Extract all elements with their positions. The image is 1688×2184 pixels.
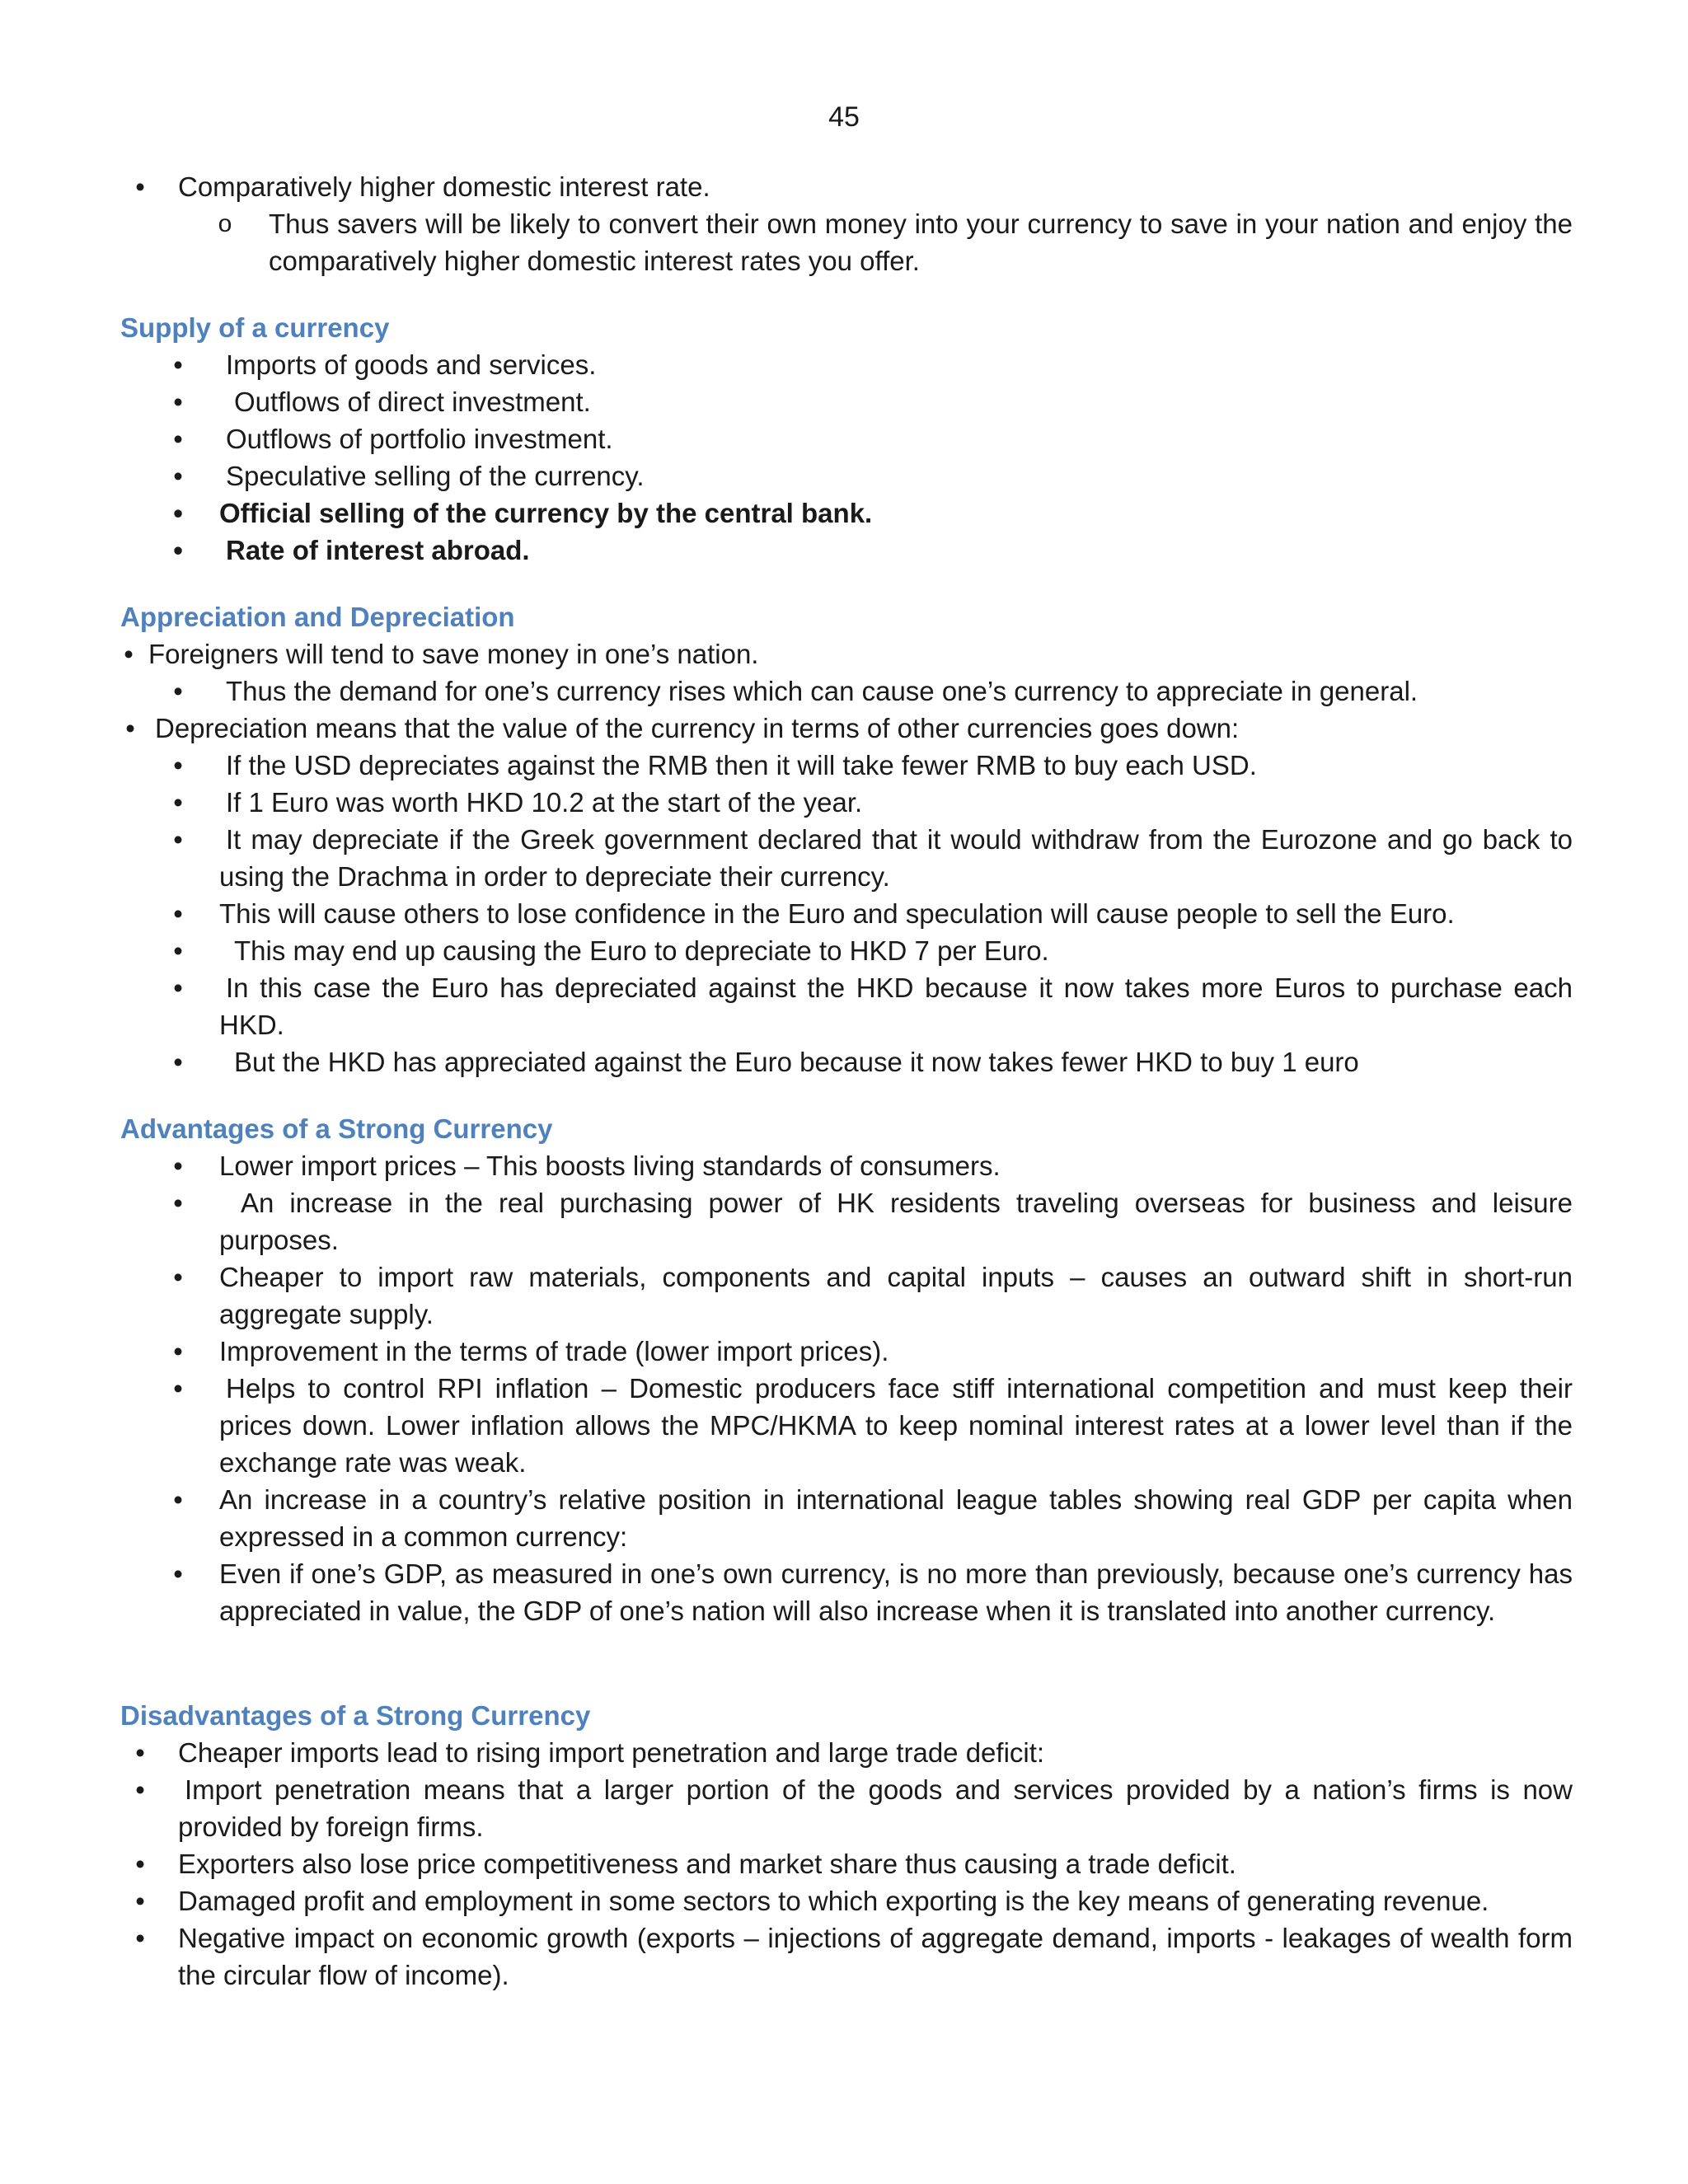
spacer	[120, 1080, 1573, 1110]
bullet-icon: •	[125, 713, 135, 743]
list-item	[120, 821, 1573, 895]
bullet-icon: •	[173, 461, 183, 491]
bullet-icon: •	[173, 1188, 183, 1218]
list-item	[120, 532, 1573, 569]
list-item	[120, 1882, 1573, 1919]
bullet-icon: •	[173, 387, 183, 417]
list-item-text: Negative impact on economic growth (exports – injections of aggregate demand, imports - leakages of wealth form the circular flow of income).	[178, 1923, 1573, 1990]
list-item-text: Rate of interest abroad.	[226, 535, 530, 565]
list-item	[120, 168, 1573, 205]
list-item	[120, 420, 1573, 457]
bullet-icon: •	[135, 1886, 145, 1916]
bullet-icon: •	[135, 1849, 145, 1879]
intro-list	[120, 168, 1573, 279]
bullet-icon: •	[173, 787, 183, 818]
disadvantages-list	[120, 1734, 1573, 1994]
bullet-icon: •	[173, 1262, 183, 1292]
list-item	[120, 932, 1573, 969]
bullet-icon: •	[173, 750, 183, 780]
list-item	[120, 1333, 1573, 1370]
list-item-text: If the USD depreciates against the RMB then it will take fewer RMB to buy each USD.	[226, 750, 1257, 780]
list-item	[120, 1555, 1573, 1629]
list-item	[120, 1258, 1573, 1333]
list-item	[120, 1771, 1573, 1845]
bullet-icon: •	[135, 1737, 145, 1768]
list-item-text: An increase in the real purchasing power of HK residents traveling overseas for business and leisure purposes.	[219, 1188, 1573, 1255]
list-item-text: Thus savers will be likely to convert their own money into your currency to save in your nation and enjoy the comparatively higher domestic interest rates you offer.	[269, 209, 1573, 276]
section-heading-supply: Supply of a currency	[120, 312, 390, 343]
bullet-icon: •	[173, 1373, 183, 1404]
list-item	[120, 494, 1573, 532]
bullet-icon: •	[173, 935, 183, 966]
bullet-icon: •	[135, 1774, 145, 1805]
list-item-text: Lower import prices – This boosts living standards of consumers.	[219, 1151, 1001, 1181]
list-item-text: Damaged profit and employment in some sectors to which exporting is the key means of generating revenue.	[178, 1886, 1489, 1916]
spacer	[120, 569, 1573, 598]
spacer	[120, 1629, 1573, 1697]
list-item-text: Import penetration means that a larger portion of the goods and services provided by a nation’s firms is now provided by foreign firms.	[178, 1774, 1573, 1842]
list-item-text: Outflows of direct investment.	[234, 387, 591, 417]
bullet-icon: •	[135, 1923, 145, 1953]
list-item-text: Speculative selling of the currency.	[226, 461, 645, 491]
circle-bullet-icon: o	[218, 210, 232, 237]
list-item	[120, 1481, 1573, 1555]
list-item-text: An increase in a country’s relative position in international league tables showing real GDP per capita when expressed in a common currency:	[219, 1484, 1573, 1552]
list-item-text: It may depreciate if the Greek government declared that it would withdraw from the Eurozone and go back to using the Drachma in order to depreciate their currency.	[219, 824, 1573, 892]
list-item	[120, 1370, 1573, 1481]
list-item-text: Improvement in the terms of trade (lower import prices).	[219, 1336, 889, 1366]
bullet-icon: •	[173, 498, 183, 528]
list-item-text: Official selling of the currency by the central bank.	[219, 498, 873, 528]
list-item	[120, 1845, 1573, 1882]
bullet-icon: •	[173, 1151, 183, 1181]
list-item	[120, 1919, 1573, 1994]
list-item-text: Helps to control RPI inflation – Domestic producers face stiff international competition and must keep their prices down. Lower inflation allows the MPC/HKMA to keep nominal interest rates at a lower level than if the exchange rate was weak.	[219, 1373, 1573, 1478]
list-item-text: In this case the Euro has depreciated against the HKD because it now takes more Euros to purchase each HKD.	[219, 972, 1573, 1040]
list-item-text: Outflows of portfolio investment.	[226, 424, 613, 454]
bullet-icon: •	[173, 1558, 183, 1589]
bullet-icon: •	[124, 639, 134, 669]
list-item-text: This may end up causing the Euro to depreciate to HKD 7 per Euro.	[234, 935, 1049, 966]
list-item	[120, 205, 1573, 279]
list-item	[120, 457, 1573, 494]
list-item-text: If 1 Euro was worth HKD 10.2 at the start of the year.	[226, 787, 863, 818]
list-item	[120, 747, 1573, 784]
list-item	[120, 895, 1573, 932]
bullet-icon: •	[173, 1047, 183, 1077]
bullet-icon: •	[173, 424, 183, 454]
list-item	[120, 969, 1573, 1043]
list-item-text: Depreciation means that the value of the currency in terms of other currencies goes down:	[155, 713, 1240, 743]
bullet-icon: •	[173, 1484, 183, 1515]
bullet-icon: •	[173, 824, 183, 855]
list-item	[120, 346, 1573, 383]
list-item	[120, 1184, 1573, 1258]
list-item	[120, 383, 1573, 420]
list-item-text: Exporters also lose price competitiveness and market share thus causing a trade deficit.	[178, 1849, 1236, 1879]
list-item-text: Cheaper imports lead to rising import penetration and large trade deficit:	[178, 1737, 1045, 1768]
list-item-text: Imports of goods and services.	[226, 349, 597, 380]
list-item	[120, 673, 1573, 710]
list-item	[120, 784, 1573, 821]
list-item-text: This will cause others to lose confidence in the Euro and speculation will cause people to sell the Euro.	[219, 898, 1455, 929]
section-heading-appreciation: Appreciation and Depreciation	[120, 602, 515, 632]
page-number: 45	[828, 101, 860, 133]
list-item-text: Thus the demand for one’s currency rises which can cause one’s currency to appreciate in general.	[226, 676, 1418, 706]
bullet-icon: •	[173, 972, 183, 1003]
section-heading-advantages: Advantages of a Strong Currency	[120, 1113, 553, 1144]
bullet-icon: •	[173, 535, 183, 565]
bullet-icon: •	[173, 676, 183, 706]
list-item	[120, 1734, 1573, 1771]
bullet-icon: •	[135, 171, 145, 202]
list-item-text: Comparatively higher domestic interest rate.	[178, 171, 710, 202]
list-item	[120, 1043, 1573, 1080]
list-item-text: Even if one’s GDP, as measured in one’s own currency, is no more than previously, because one’s currency has appreciated in value, the GDP of one’s nation will also increase when it is translated into another currency.	[219, 1558, 1573, 1626]
spacer	[120, 279, 1573, 309]
list-item	[120, 635, 1573, 673]
supply-list	[120, 346, 1573, 569]
section-heading-disadvantages: Disadvantages of a Strong Currency	[120, 1700, 591, 1731]
list-item-text: But the HKD has appreciated against the Euro because it now takes fewer HKD to buy 1 euro	[234, 1047, 1359, 1077]
appreciation-list	[120, 635, 1573, 1080]
list-item-text: Cheaper to import raw materials, components and capital inputs – causes an outward shift in short-run aggregate supply.	[219, 1262, 1573, 1329]
bullet-icon: •	[173, 898, 183, 929]
bullet-icon: •	[173, 349, 183, 380]
advantages-list	[120, 1147, 1573, 1629]
bullet-icon: •	[173, 1336, 183, 1366]
list-item	[120, 710, 1573, 747]
list-item-text: Foreigners will tend to save money in one’s nation.	[148, 639, 759, 669]
page-content	[120, 168, 1573, 1994]
list-item	[120, 1147, 1573, 1184]
